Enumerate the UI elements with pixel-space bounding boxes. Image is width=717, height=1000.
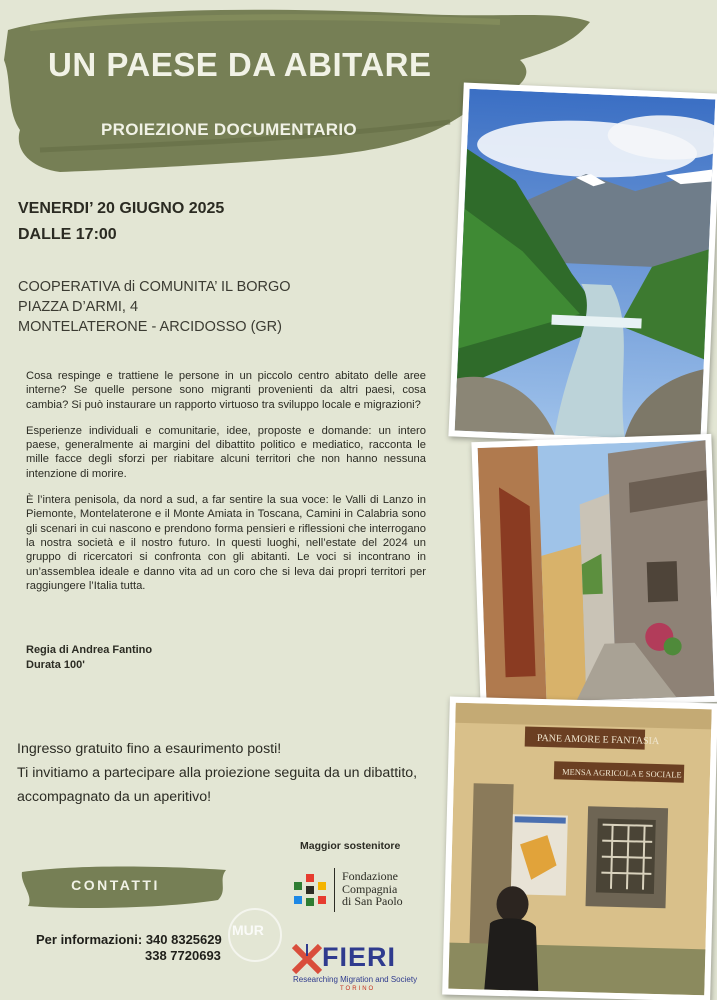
- mur-logo-text: MUR: [232, 922, 264, 938]
- invite-line-3: accompagnato da un aperitivo!: [17, 789, 212, 805]
- fcsp-name-line-1: Fondazione: [342, 869, 398, 883]
- fieri-tagline: Researching Migration and Society: [293, 975, 418, 984]
- sponsor-title: Maggior sostenitore: [300, 840, 401, 852]
- fcsp-name-line-3: di San Paolo: [342, 894, 403, 908]
- invitation: [17, 737, 417, 809]
- sign-text-1: PANE AMORE E FANTASIA: [536, 732, 660, 748]
- contact-info: [36, 932, 222, 964]
- credits: [26, 643, 152, 673]
- event-title: UN PAESE DA ABITARE: [48, 46, 432, 83]
- fcsp-mosaic-icon: [294, 874, 326, 906]
- photo-village-alley: [471, 434, 717, 710]
- venue-street: PIAZZA D’ARMI, 4: [18, 299, 139, 315]
- contacts-label: CONTATTI: [71, 877, 160, 893]
- invite-line-2: Ti invitiamo a partecipare alla proiezione seguita da un dibattito,: [17, 765, 418, 781]
- fieri-x-icon: [292, 944, 322, 974]
- description-paragraph-1: Cosa respinge e trattiene le persone in un piccolo centro abitato delle aree interne? Se quelle persone sono migranti provenienti da altri paesi, cosa cambia? Si può instaurare un rapporto virtuoso tra sviluppo locale e migrazioni?: [26, 370, 426, 411]
- fondazione-compagnia-logo: [292, 868, 422, 914]
- fieri-logo-text: FIERI: [322, 942, 397, 972]
- venue-address: [18, 277, 291, 337]
- photo-mountain-river: [448, 83, 717, 448]
- event-date: VENERDI’ 20 GIUGNO 2025: [18, 200, 225, 217]
- duration: Durata 100': [26, 659, 85, 671]
- description-paragraph-3: È l’intera penisola, da nord a sud, a far sentire la sua voce: le Valli di Lanzo in Piemonte, Montelaterone e il Monte Amiata in Toscana, Camini in Calabria sono gli scenari in cui nascono e prendono forma pensieri e riflessioni che interrogano la nostra società e il nostro futuro. In questi luoghi, nell’estate del 2024 un gruppo di ricercatori si confronta con gli abitanti. Le voci si incontrano in un’assemblea ideale e danno vita ad un coro che si leva dai propri territori per raggiungere l’Italia tutta.: [26, 494, 426, 592]
- invite-line-1: Ingresso gratuito fino a esaurimento posti!: [17, 741, 282, 757]
- event-time: DALLE 17:00: [18, 226, 117, 243]
- sign-text-2: MENSA AGRICOLA E SOCIALE: [561, 766, 682, 780]
- event-subtitle: PROIEZIONE DOCUMENTARIO: [101, 120, 357, 139]
- director-credit: Regia di Andrea Fantino: [26, 644, 153, 656]
- description-paragraph-2: Esperienze individuali e comunitarie, idee, proposte e domande: un intero paese, generalmente ai margini del dibattito politico e mediatico, racconta le mille facce degli sforzi per riabitare alcuni territori che non hanno nessuna intenzione di morire.: [26, 424, 426, 480]
- fcsp-name-line-2: Compagnia: [342, 881, 398, 896]
- phone-number-2[interactable]: 338 7720693: [145, 948, 221, 963]
- photo-building-signs: [442, 697, 717, 1000]
- phone-number-1[interactable]: 340 8325629: [145, 932, 222, 947]
- venue-name: COOPERATIVA di COMUNITA’ IL BORGO: [18, 279, 291, 295]
- info-label: Per informazioni:: [36, 932, 143, 947]
- venue-town: MONTELATERONE - ARCIDOSSO (GR): [18, 319, 282, 335]
- fieri-city: TORINO: [340, 986, 376, 992]
- description: [26, 369, 426, 605]
